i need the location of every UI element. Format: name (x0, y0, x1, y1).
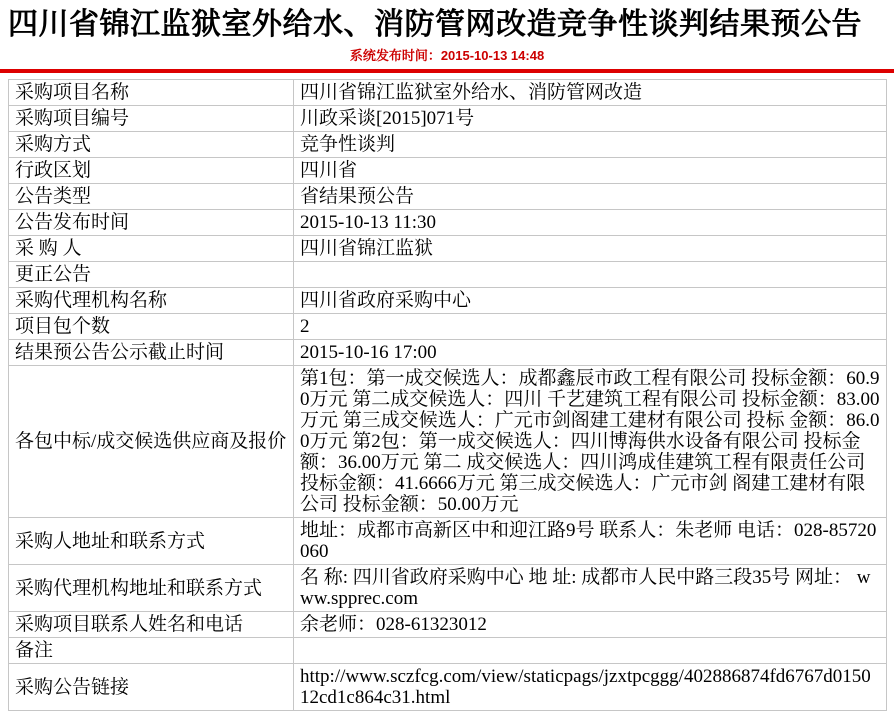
row-value: 地址：成都市高新区中和迎江路9号 联系人：朱老师 电话：028-85720060 (294, 518, 887, 565)
row-label: 采购方式 (9, 132, 294, 158)
table-row (9, 565, 887, 612)
row-value: 四川省政府采购中心 (294, 288, 887, 314)
row-value (294, 262, 887, 288)
procurement-info-table (8, 79, 887, 711)
row-label: 采购代理机构地址和联系方式 (9, 565, 294, 612)
row-value: 省结果预公告 (294, 184, 887, 210)
table-row (9, 80, 887, 106)
row-label: 结果预公告公示截止时间 (9, 340, 294, 366)
red-divider-line (0, 69, 894, 73)
table-row (9, 184, 887, 210)
page-title: 四川省锦江监狱室外给水、消防管网改造竞争性谈判结果预公告 (8, 8, 862, 41)
row-value: 四川省 (294, 158, 887, 184)
table-row (9, 132, 887, 158)
table-row (9, 638, 887, 664)
table-row (9, 262, 887, 288)
row-value: 竞争性谈判 (294, 132, 887, 158)
row-value: 川政采谈[2015]071号 (294, 106, 887, 132)
row-label: 采购项目名称 (9, 80, 294, 106)
row-label: 项目包个数 (9, 314, 294, 340)
row-label: 备注 (9, 638, 294, 664)
table-row (9, 106, 887, 132)
row-label: 采购公告链接 (9, 664, 294, 711)
row-value: 四川省锦江监狱室外给水、消防管网改造 (294, 80, 887, 106)
row-label: 行政区划 (9, 158, 294, 184)
row-label: 各包中标/成交候选供应商及报价 (9, 366, 294, 518)
row-label: 采购人地址和联系方式 (9, 518, 294, 565)
row-value: 2015-10-13 11:30 (294, 210, 887, 236)
row-label: 更正公告 (9, 262, 294, 288)
row-value (294, 638, 887, 664)
row-value: 2 (294, 314, 887, 340)
row-value: 2015-10-16 17:00 (294, 340, 887, 366)
table-row (9, 314, 887, 340)
row-value: 四川省锦江监狱 (294, 236, 887, 262)
row-label: 采 购 人 (9, 236, 294, 262)
announcement-link-url: http://www.sczfcg.com/view/staticpags/jzxtpcggg/402886874fd6767d015012cd1c864c31.html (294, 664, 887, 711)
table-row (9, 340, 887, 366)
table-row (9, 664, 887, 711)
table-row (9, 236, 887, 262)
row-value: 名 称: 四川省政府采购中心 地 址: 成都市人民中路三段35号 网址： www.spprec.com (294, 565, 887, 612)
row-label: 采购代理机构名称 (9, 288, 294, 314)
row-label: 采购项目编号 (9, 106, 294, 132)
row-label: 采购项目联系人姓名和电话 (9, 612, 294, 638)
row-label: 公告发布时间 (9, 210, 294, 236)
table-row (9, 612, 887, 638)
row-label: 公告类型 (9, 184, 294, 210)
table-row (9, 210, 887, 236)
table-row (9, 288, 887, 314)
table-row (9, 518, 887, 565)
row-value: 余老师：028-61323012 (294, 612, 887, 638)
table-row (9, 158, 887, 184)
table-row (9, 366, 887, 518)
system-publish-time: 系统发布时间：2015-10-13 14:48 (349, 48, 545, 63)
row-value: 第1包：第一成交候选人：成都鑫辰市政工程有限公司 投标金额：60.90万元 第二成交候选人：四川 千艺建筑工程有限公司 投标金额：83.00万元 第三成交候选人：广元市剑阁建工建材有限公司 投标 金额：86.00万元 第2包：第一成交候选人：四川博海供水设备有限公司 投标金额：36.00万元 第二 成交候选人：四川鸿成佳建筑工程有限责任公司 投标金额：41.6666万元 第三成交候选人：广元市剑 阁建工建材有限公司 投标金额：50.00万元 (294, 366, 887, 518)
